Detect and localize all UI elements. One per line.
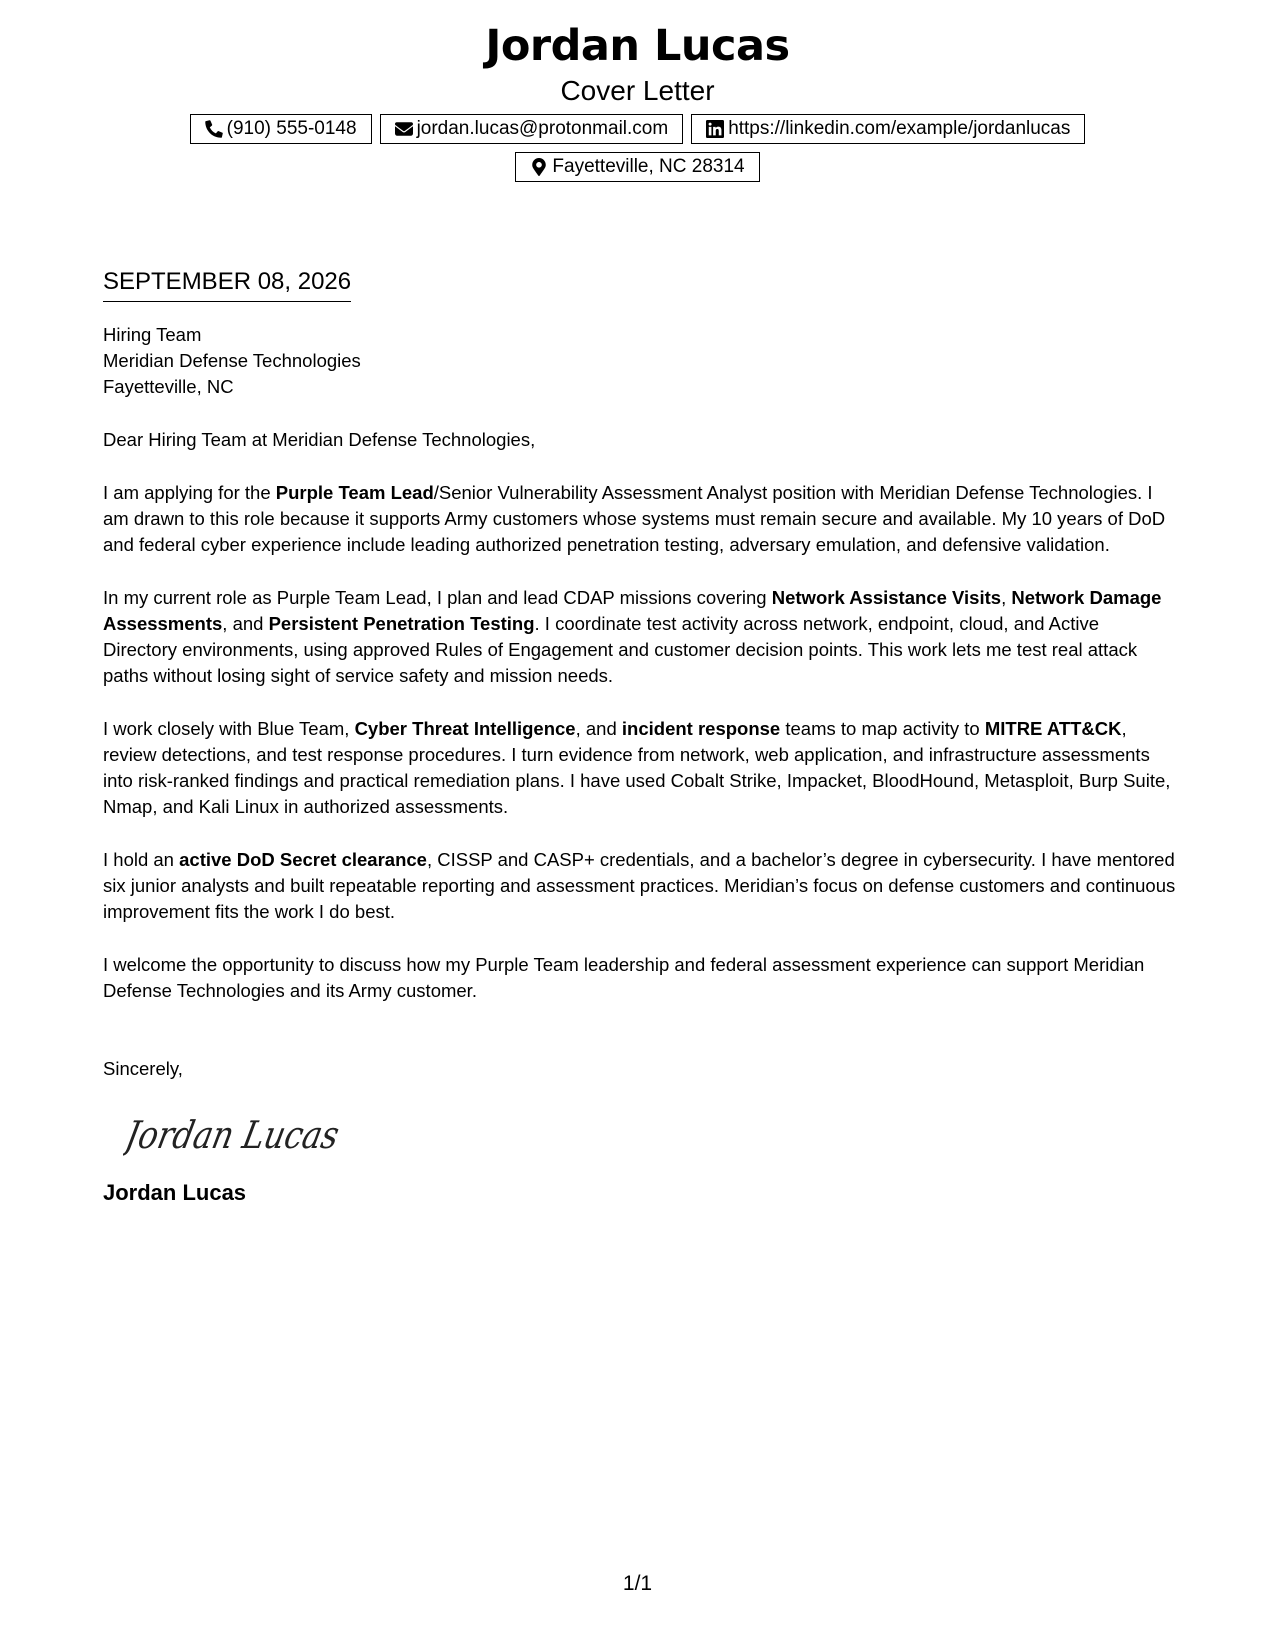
salutation: Dear Hiring Team at Meridian Defense Technologies,	[103, 429, 536, 450]
recipient-line: Hiring Team	[103, 324, 202, 345]
paragraph-5: I welcome the opportunity to discuss how my Purple Team leadership and federal assessment experience can support Meridian Defense Technologies and its Army customer.	[103, 954, 1145, 1001]
signature-graphic	[123, 1104, 363, 1166]
highlight-text: Purple Team Lead	[275, 482, 434, 503]
letter-header	[0, 18, 1275, 182]
map-marker-icon	[530, 158, 548, 176]
envelope-icon	[395, 120, 413, 138]
contact-email-text: jordan.lucas@protonmail.com	[416, 118, 669, 139]
letter-date: SEPTEMBER 08, 2026	[103, 266, 351, 302]
highlight-text: MITRE ATT&CK	[984, 718, 1122, 739]
contact-linkedin-text: https://linkedin.com/example/jordanlucas	[728, 118, 1071, 139]
paragraph-4: I hold an active DoD Secret clearance, CISSP and CASP+ credentials, and a bachelor’s degree in cybersecurity. I have mentored six junior analysts and built repeatable reporting and assessment practices. Meridian’s focus on defense customers and continuous improvement fits the work I do best.	[103, 849, 1176, 922]
document-subtitle: Cover Letter	[560, 75, 715, 106]
paragraph-3: I work closely with Blue Team, Cyber Threat Intelligence, and incident response teams to map activity to MITRE ATT&CK, review detections, and test response procedures. I turn evidence from network, web application, and infrastructure assessments into risk-ranked findings and practical remediation plans. I have used Cobalt Strike, Impacket, BloodHound, Metasploit, Burp Suite, Nmap, and Kali Linux in authorized assessments.	[103, 718, 1171, 817]
phone-icon	[205, 120, 223, 138]
linkedin-icon	[706, 120, 724, 138]
recipient-line: Fayetteville, NC	[103, 376, 234, 397]
highlight-text: Persistent Penetration Testing	[268, 613, 535, 634]
contact-list	[138, 114, 1138, 182]
contact-linkedin[interactable]	[691, 114, 1085, 144]
recipient-line: Meridian Defense Technologies	[103, 350, 361, 371]
contact-location	[515, 152, 759, 182]
closing: Sincerely,	[103, 1058, 183, 1079]
highlight-text: Cyber Threat Intelligence	[354, 718, 576, 739]
signer-name: Jordan Lucas	[103, 1180, 247, 1205]
highlight-text: active DoD Secret clearance	[179, 849, 427, 870]
letter-body	[103, 266, 1178, 1206]
svg-text:Jordan Lucas: Jordan Lucas	[123, 1113, 363, 1158]
applicant-name: Jordan Lucas	[485, 21, 790, 71]
contact-location-text: Fayetteville, NC 28314	[552, 156, 745, 177]
contact-email[interactable]	[380, 114, 684, 144]
handwritten-signature	[123, 1104, 1178, 1166]
contact-phone[interactable]	[190, 114, 372, 144]
highlight-text: Network Assistance Visits	[771, 587, 1002, 608]
paragraph-2: In my current role as Purple Team Lead, I plan and lead CDAP missions covering Network Assistance Visits, Network Damage Assessments, and Persistent Penetration Testing. I coordinate test activity across network, endpoint, cloud, and Active Directory environments, using approved Rules of Engagement and customer decision points. This work lets me test real attack paths without losing sight of service safety and mission needs.	[103, 587, 1162, 686]
paragraph-1: I am applying for the Purple Team Lead/Senior Vulnerability Assessment Analyst position with Meridian Defense Technologies. I am drawn to this role because it supports Army customers whose systems must remain secure and available. My 10 years of DoD and federal cyber experience include leading authorized penetration testing, adversary emulation, and defensive validation.	[103, 482, 1166, 555]
recipient-block	[103, 322, 1178, 400]
highlight-text: incident response	[621, 718, 781, 739]
contact-phone-text: (910) 555-0148	[226, 118, 357, 139]
page-indicator: 1/1	[622, 1572, 653, 1595]
highlight-text: Network Damage Assessments	[103, 587, 1162, 634]
